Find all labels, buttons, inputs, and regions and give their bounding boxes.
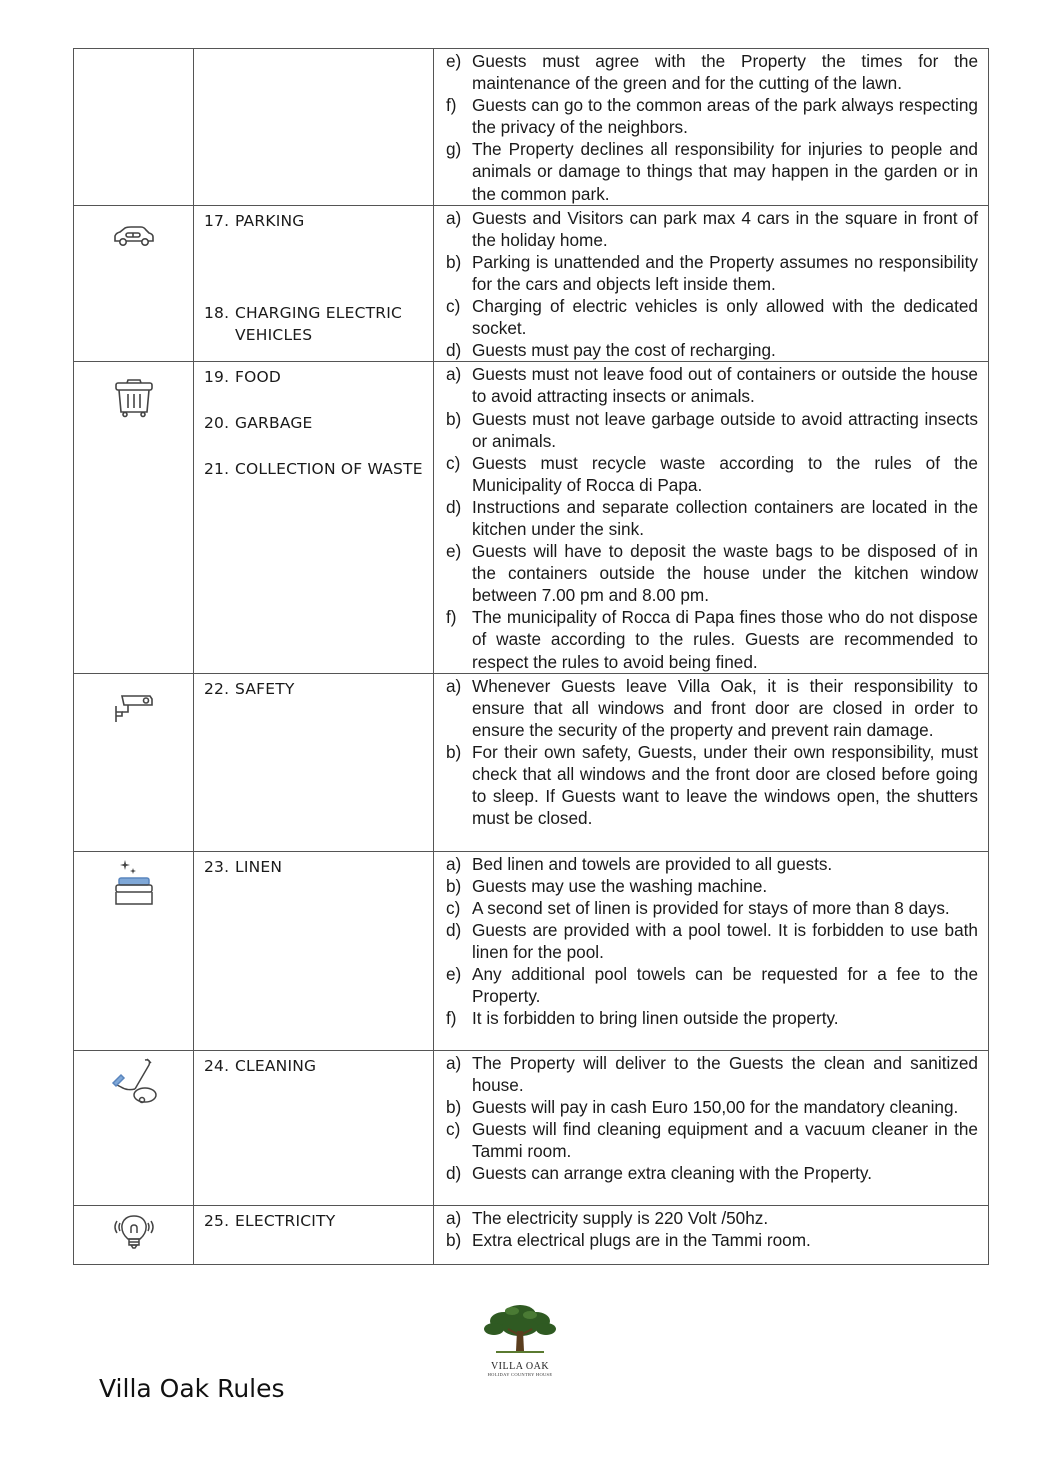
rule-item: d) Guests can arrange extra cleaning with the Property.	[446, 1163, 872, 1184]
rule-item: a) Whenever Guests leave Villa Oak, it is their responsibility to ensure that all windows and front door are closed in order to ensure the security of the property and prevent rain damage.	[446, 675, 978, 740]
rule-item: b) Extra electrical plugs are in the Tammi room.	[446, 1229, 811, 1250]
rules-text-cell	[434, 362, 989, 673]
rule-item: b) Parking is unattended and the Property assumes no responsibility for the cars and objects left inside them.	[446, 251, 978, 294]
rule-item: a) The electricity supply is 220 Volt /50hz.	[446, 1207, 769, 1228]
rules-text-cell	[434, 1205, 989, 1264]
rule-item: c) Guests must recycle waste according to the rules of the Municipality of Rocca di Papa.	[446, 452, 978, 495]
rules-row-electricity	[74, 1205, 989, 1264]
rules-text-cell	[434, 673, 989, 851]
rule-item: a) Guests and Visitors can park max 4 cars in the square in front of the holiday home.	[446, 207, 978, 250]
rule-item: a) Guests must not leave food out of containers or outside the house to avoid attracting insects or animals.	[446, 364, 978, 407]
section-cell	[194, 851, 434, 1050]
car-icon	[111, 224, 157, 250]
icon-cell	[74, 49, 194, 206]
trash-bin-icon	[113, 378, 155, 418]
rule-item: d) Guests must pay the cost of recharging.	[446, 340, 776, 361]
section-cell	[194, 1050, 434, 1205]
section-heading: 18. CHARGING ELECTRIC VEHICLES	[204, 303, 403, 344]
icon-cell	[74, 362, 194, 673]
icon-cell	[74, 1205, 194, 1264]
rule-item: d) Guests are provided with a pool towel. It is forbidden to use bath linen for the pool.	[446, 919, 978, 962]
rule-item: d) Instructions and separate collection containers are located in the kitchen under the sink.	[446, 496, 978, 539]
rules-row-safety	[74, 673, 989, 851]
icon-cell	[74, 673, 194, 851]
rule-item: f) The municipality of Rocca di Papa fines those who do not dispose of waste according to the rules. Guests are recommended to respect the rules to avoid being fined.	[446, 607, 978, 672]
section-heading: 23. LINEN	[204, 857, 283, 876]
section-cell	[194, 49, 434, 206]
vacuum-cleaner-icon	[109, 1057, 159, 1105]
section-cell	[194, 1205, 434, 1264]
rule-item: b) For their own safety, Guests, under their own responsibility, must check that all windows and the front door are closed before going to sleep. If Guests want to leave the windows open, the shutters must be closed.	[446, 741, 978, 829]
icon-cell	[74, 851, 194, 1050]
rules-text-cell	[434, 1050, 989, 1205]
rule-item: b) Guests must not leave garbage outside to avoid attracting insects or animals.	[446, 408, 978, 451]
rules-table	[73, 48, 989, 1265]
section-cell	[194, 673, 434, 851]
section-cell	[194, 362, 434, 673]
oak-tree-icon	[482, 1301, 558, 1357]
rule-item: b) Guests may use the washing machine.	[446, 875, 768, 896]
icon-cell	[74, 1050, 194, 1205]
rules-row-parking	[74, 205, 989, 362]
icon-cell	[74, 205, 194, 362]
rule-item: c) Charging of electric vehicles is only allowed with the dedicated socket.	[446, 296, 978, 339]
rule-item: c) A second set of linen is provided for stays of more than 8 days.	[446, 897, 950, 918]
rule-item: e) Guests will have to deposit the waste bags to be disposed of in the containers outside the house under the kitchen window between 7.00 pm and 8.00 pm.	[446, 541, 978, 606]
section-heading: 20. GARBAGE	[204, 414, 313, 433]
rule-item: b) Guests will pay in cash Euro 150,00 for the mandatory cleaning.	[446, 1096, 959, 1117]
rules-row-linen	[74, 851, 989, 1050]
rules-text-cell	[434, 49, 989, 206]
rules-text-cell	[434, 851, 989, 1050]
section-heading: 19. FOOD	[204, 368, 282, 387]
light-bulb-icon	[111, 1211, 157, 1251]
rule-item: a) Bed linen and towels are provided to all guests.	[446, 853, 833, 874]
rule-item: f) Guests can go to the common areas of the park always respecting the privacy of the neighbors.	[446, 95, 978, 138]
rules-row-cleaning	[74, 1050, 989, 1205]
rules-text-cell	[434, 205, 989, 362]
rule-item: c) Guests will find cleaning equipment and a vacuum cleaner in the Tammi room.	[446, 1118, 978, 1161]
rule-item: g) The Property declines all responsibility for injuries to people and animals or damage to things that may happen in the garden or in the common park.	[446, 139, 978, 204]
rule-item: a) The Property will deliver to the Guests the clean and sanitized house.	[446, 1052, 978, 1095]
section-heading: 22. SAFETY	[204, 679, 295, 698]
logo-name: VILLA OAK	[490, 1361, 550, 1372]
clean-linen-icon	[111, 858, 157, 910]
logo-subtitle: HOLIDAY COUNTRY HOUSE	[487, 1372, 553, 1377]
section-cell	[194, 205, 434, 362]
rules-row-garden-continued	[74, 49, 989, 206]
section-heading: 17. PARKING	[204, 211, 305, 230]
rule-item: e) Any additional pool towels can be requested for a fee to the Property.	[446, 964, 978, 1007]
rule-item: e) Guests must agree with the Property the times for the maintenance of the green and for the cutting of the lawn.	[446, 51, 978, 94]
section-heading: 21. COLLECTION OF WASTE	[204, 460, 423, 479]
security-camera-icon	[112, 692, 156, 726]
section-heading: 24. CLEANING	[204, 1056, 317, 1075]
footer-title: Villa Oak Rules	[99, 1374, 285, 1403]
villa-oak-logo	[468, 1301, 572, 1377]
section-heading: 25. ELECTRICITY	[204, 1211, 336, 1230]
rules-row-waste	[74, 362, 989, 673]
rule-item: f) It is forbidden to bring linen outside the property.	[446, 1008, 839, 1029]
